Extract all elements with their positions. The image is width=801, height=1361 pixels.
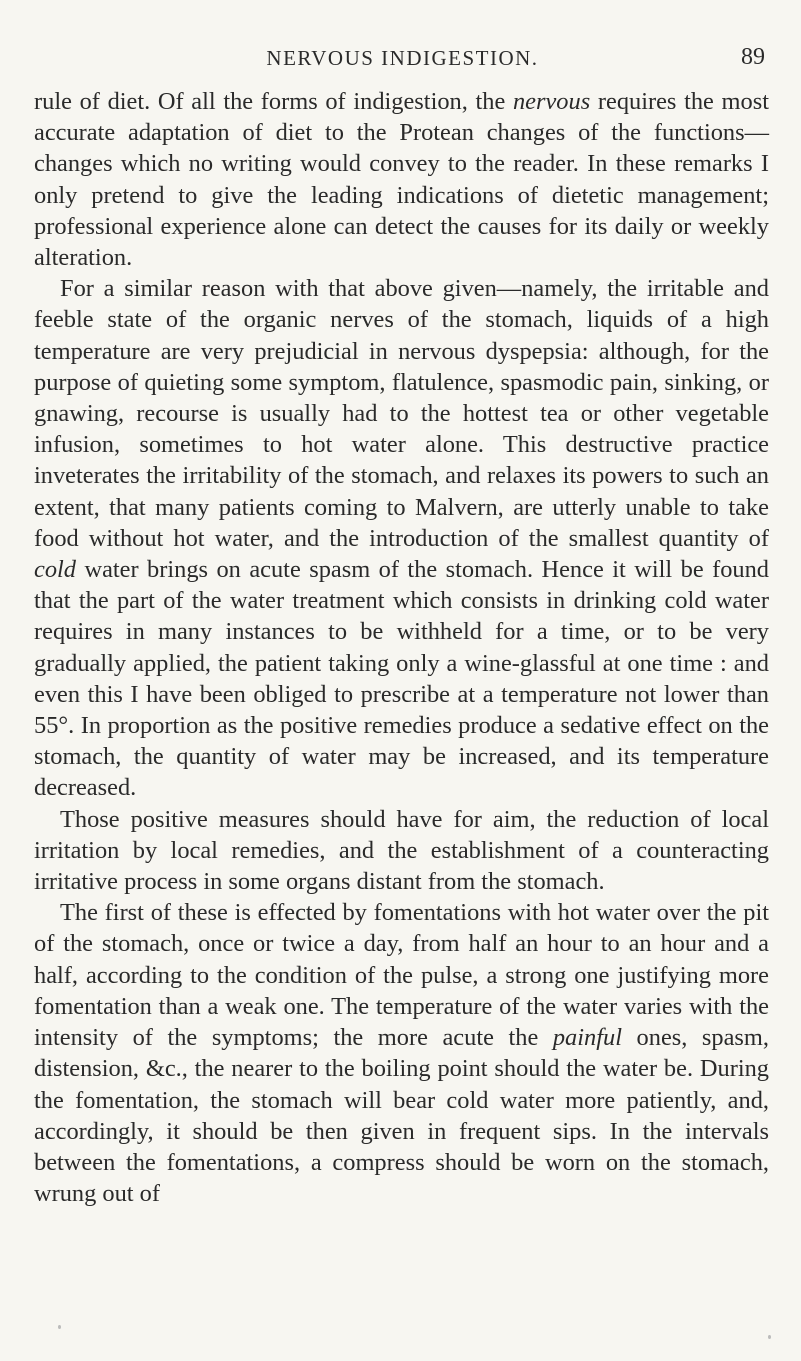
paragraph-hot-liquids: For a similar reason with that above given—namely, the irritable and feeble state of the organic nerves of the stomach, liquids of a high temperature are very prejudicial in nervous dyspepsia: although, for the purpose of quieting some symptom, flatulence, spasmodic pain, sinking, or gnawing, recourse is usually had to the hottest tea or other vegetable infusion, sometimes to hot water alone. This destructive practice inveterates the irritability of the stomach, and relaxes its powers to such an extent, that many patients coming to Malvern, are utterly unable to take food without hot water, and the introduction of the smallest quantity of cold water brings on acute spasm of the stomach. Hence it will be found that the part of the water treatment which consists in drinking cold water requires in many instances to be withheld for a time, or to be very gradually applied, the patient taking only a wine-glassful at one time : and even this I have been obliged to prescribe at a temperature not lower than 55°. In proportion as the positive remedies produce a sedative effect on the stomach, the quantity of water may be increased, and its temperature decreased. xyxy=(34,275,769,802)
italic-cold: cold xyxy=(34,556,76,584)
body-text xyxy=(34,86,769,1209)
paper-speck xyxy=(58,1325,61,1329)
paragraph-diet-rule: rule of diet. Of all the forms of indigestion, the nervous requires the most accurate adaptation of diet to the Protean changes of the functions—changes which no writing would convey to the reader. In these remarks I only pretend to give the leading indications of dietetic management; professional experience alone can detect the causes for its daily or weekly alteration. xyxy=(34,88,769,272)
page-number: 89 xyxy=(741,44,765,70)
paragraph-fomentations: The first of these is effected by fomentations with hot water over the pit of the stomach, once or twice a day, from half an hour to an hour and a half, according to the condition of the pulse, a strong one justifying more fomentation than a weak one. The temperature of the water varies with the intensity of the symptoms; the more acute the painful ones, spasm, distension, &c., the nearer to the boiling point should the water be. During the fomentation, the stomach will bear cold water more patiently, and, accordingly, it should be then given in frequent sips. In the intervals between the fomentations, a compress should be worn on the stomach, wrung out of xyxy=(34,899,769,1208)
paper-speck xyxy=(768,1335,771,1339)
running-head xyxy=(34,44,771,74)
italic-nervous: nervous xyxy=(512,88,591,115)
running-title: NERVOUS INDIGESTION. xyxy=(266,46,539,70)
italic-painful: painful xyxy=(552,1024,622,1052)
paragraph-positive-measures: Those positive measures should have for aim, the reduction of local irritation by local remedies, and the establishment of a counteracting irritative process in some organs distant from the stomach. xyxy=(34,805,769,896)
